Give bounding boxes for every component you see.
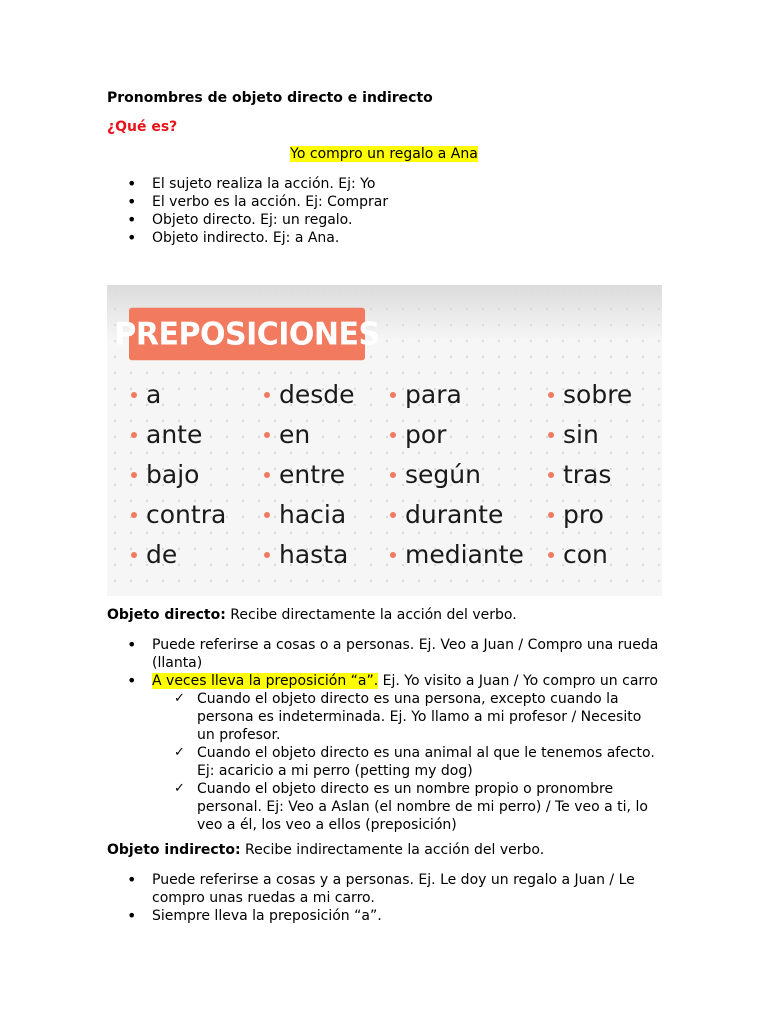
list-item: • Puede referirse a cosas y a personas. Ej. Le doy un regalo a Juan / Le compro unas ruedas a mi carro. [107, 871, 647, 907]
bullet-dot-icon [264, 472, 270, 478]
preposition-word: desde [279, 380, 355, 409]
preposition-word: para [405, 380, 462, 409]
preposition-word: de [146, 540, 178, 569]
list-item-text: Ej. Yo visito a Juan / Yo compro un carro [378, 673, 658, 689]
bullet-dot-icon [548, 552, 554, 558]
bullet-dot-icon [390, 552, 396, 558]
list-item: • Objeto indirecto. Ej: a Ana. [107, 229, 667, 247]
bullet-dot-icon [548, 392, 554, 398]
preposition-word: contra [146, 500, 227, 529]
list-item [107, 672, 662, 834]
directo-bullet-list [107, 636, 662, 834]
preposition-word: por [405, 420, 447, 449]
indirecto-bullet-list [107, 871, 647, 925]
preposition-word: sin [563, 420, 599, 449]
bullet-dot-icon [264, 432, 270, 438]
list-item: • Objeto directo. Ej: un regalo. [107, 211, 667, 229]
directo-definition [107, 607, 687, 623]
list-item: • Siempre lleva la preposición “a”. [107, 907, 647, 925]
list-item: • El sujeto realiza la acción. Ej: Yo [107, 175, 667, 193]
preposition-word: durante [405, 500, 504, 529]
bullet-dot-icon [390, 432, 396, 438]
preposition-word: bajo [146, 460, 200, 489]
bullet-dot-icon [548, 472, 554, 478]
preposition-word: sobre [563, 380, 633, 409]
prepositions-image [107, 285, 662, 596]
preposition-word: según [405, 460, 481, 489]
list-item: • El verbo es la acción. Ej: Comprar [107, 193, 667, 211]
preposition-word: mediante [405, 540, 524, 569]
check-item: ✓ Cuando el objeto directo es una persona, excepto cuando la persona es indeterminada. Ej. Yo llamo a mi profesor / Necesito un profesor. [152, 690, 662, 744]
list-item: • Puede referirse a cosas o a personas. Ej. Veo a Juan / Compro una rueda (llanta) [107, 636, 662, 672]
preposition-word: hacia [279, 500, 347, 529]
bullet-dot-icon [264, 512, 270, 518]
preposition-word: con [563, 540, 608, 569]
check-item: ✓ Cuando el objeto directo es un nombre propio o pronombre personal. Ej: Veo a Aslan (el nombre de mi perro) / Te veo a ti, lo veo a él, los veo a ellos (preposición) [152, 780, 662, 834]
intro-bullet-list [107, 175, 667, 247]
bullet-dot-icon [548, 512, 554, 518]
bullet-dot-icon [131, 552, 137, 558]
preposition-word: a [146, 380, 162, 409]
example-sentence [0, 146, 768, 162]
directo-label: Objeto directo: [107, 607, 226, 623]
directo-text: Recibe directamente la acción del verbo. [225, 607, 517, 623]
bullet-dot-icon [390, 512, 396, 518]
bullet-dot-icon [131, 432, 137, 438]
section-question: ¿Qué es? [107, 119, 178, 135]
preposition-word: pro [563, 500, 604, 529]
indirecto-text: Recibe indirectamente la acción del verbo. [240, 842, 545, 858]
prepositions-banner: PREPOSICIONES [129, 308, 365, 361]
bullet-dot-icon [131, 472, 137, 478]
highlight-text: A veces lleva la preposición “a”. [152, 673, 379, 689]
indirecto-definition [107, 842, 687, 858]
document-title: Pronombres de objeto directo e indirecto [107, 90, 433, 106]
preposition-word: hasta [279, 540, 349, 569]
preposition-word: ante [146, 420, 203, 449]
directo-checklist [152, 690, 662, 834]
bullet-dot-icon [264, 552, 270, 558]
bullet-dot-icon [390, 392, 396, 398]
bullet-dot-icon [548, 432, 554, 438]
example-highlight: Yo compro un regalo a Ana [290, 146, 478, 162]
bullet-dot-icon [131, 512, 137, 518]
bullet-dot-icon [264, 392, 270, 398]
preposition-word: tras [563, 460, 612, 489]
preposition-word: entre [279, 460, 346, 489]
bullet-dot-icon [131, 392, 137, 398]
bullet-dot-icon [390, 472, 396, 478]
indirecto-label: Objeto indirecto: [107, 842, 241, 858]
check-item: ✓ Cuando el objeto directo es una animal al que le tenemos afecto. Ej: acaricio a mi perro (petting my dog) [152, 744, 662, 780]
preposition-word: en [279, 420, 311, 449]
